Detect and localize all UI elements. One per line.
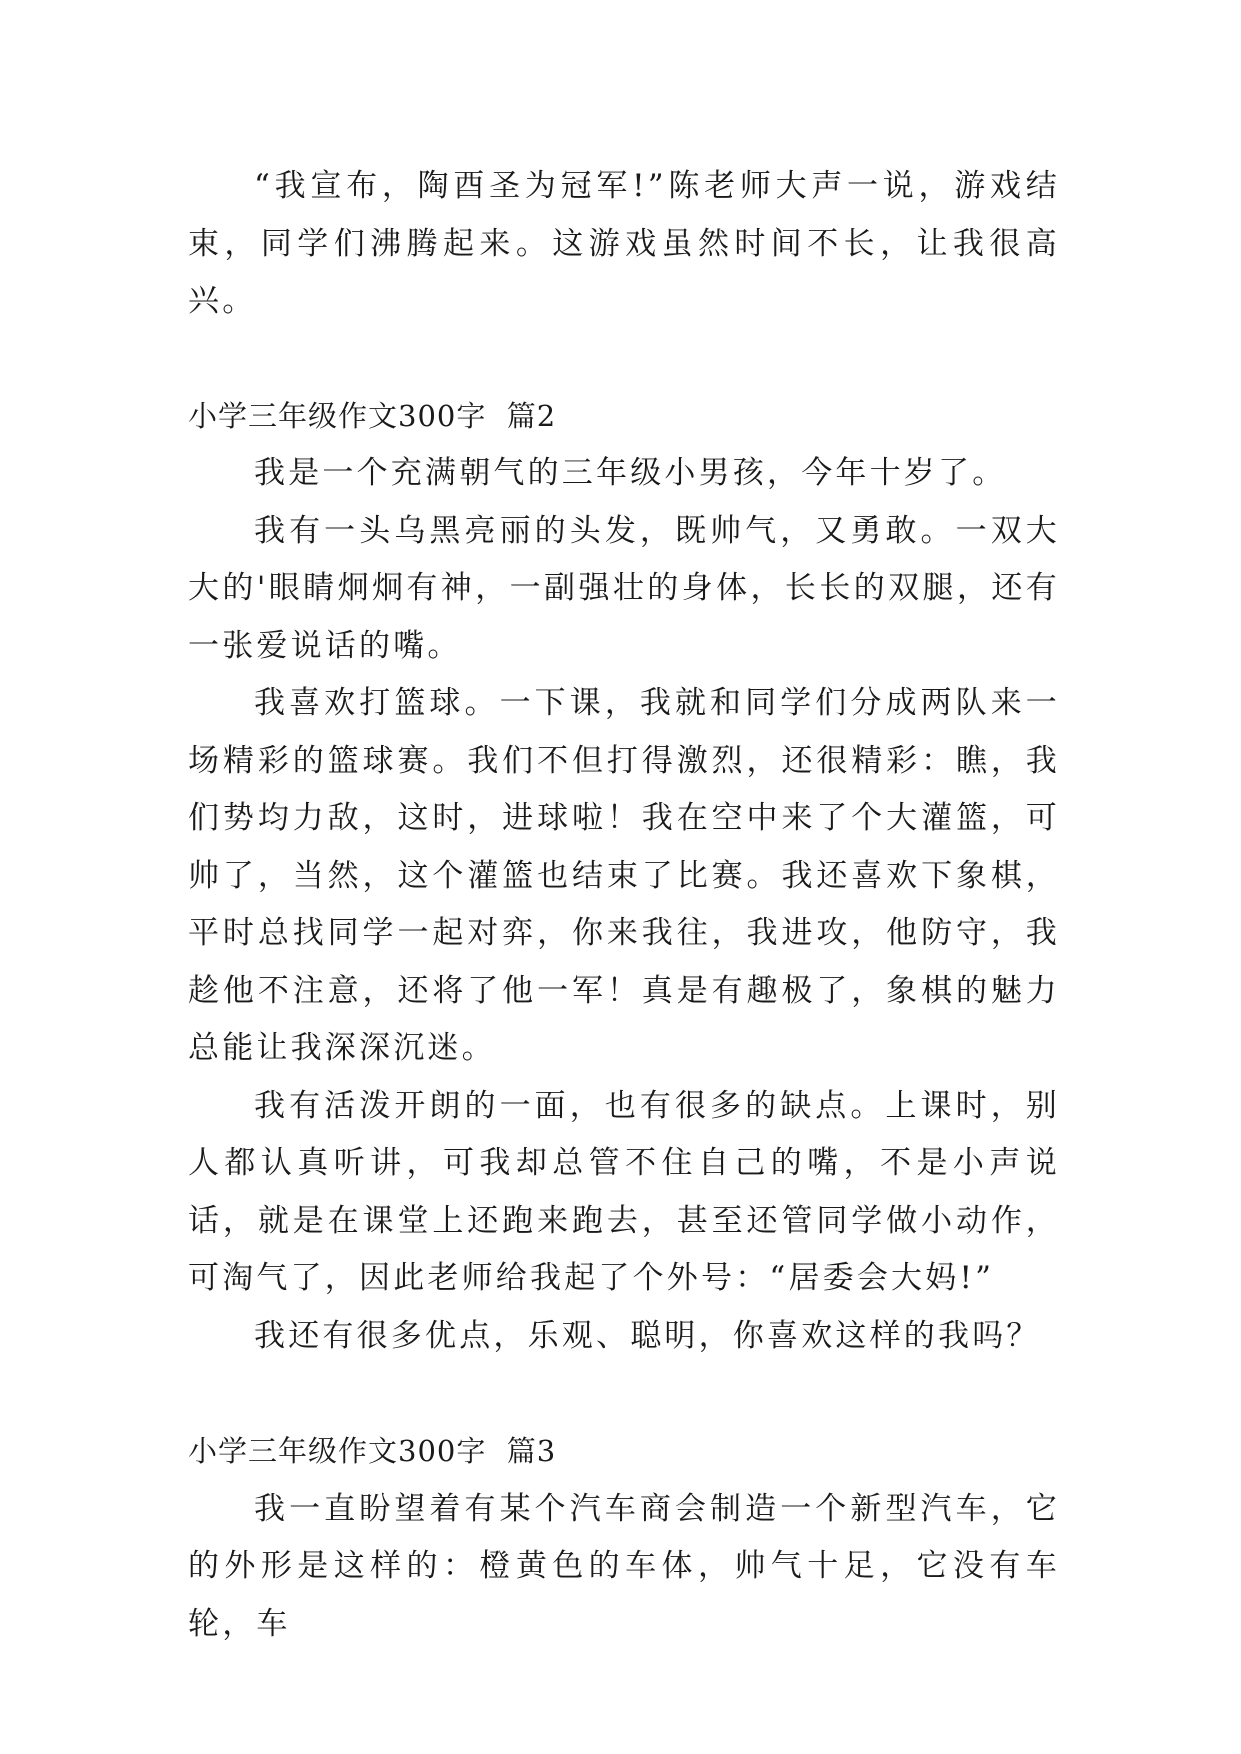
paragraph: 我还有很多优点，乐观、聪明，你喜欢这样的我吗？ xyxy=(254,1317,1041,1354)
paragraph: 我一直盼望着有某个汽车商会制造一个新型汽车，它的外形是这样的：橙黄色的车体，帅气十足，它没有车轮，车 xyxy=(188,1490,1060,1642)
paragraph: 我有一头乌黑亮丽的头发，既帅气，又勇敢。一双大大的'眼睛炯炯有神，一副强壮的身体，长长的双腿，还有一张爱说话的嘴。 xyxy=(188,512,1060,664)
section-heading: 小学三年级作文300字 篇2 xyxy=(188,398,557,433)
document-body xyxy=(188,158,1060,1653)
section-heading: 小学三年级作文300字 篇3 xyxy=(188,1434,557,1468)
paragraph: 我是一个充满朝气的三年级小男孩，今年十岁了。 xyxy=(254,455,1007,491)
paragraph: 我有活泼开朗的一面，也有很多的缺点。上课时，别人都认真听讲，可我却总管不住自己的嘴，不是小声说话，就是在课堂上还跑来跑去，甚至还管同学做小动作，可淘气了，因此老师给我起了个外号：“居委会大妈!” xyxy=(188,1087,1060,1296)
paragraph: 我喜欢打篮球。一下课，我就和同学们分成两队来一场精彩的篮球赛。我们不但打得激烈，还很精彩：瞧，我们势均力敌，这时，进球啦！我在空中来了个大灌篮，可帅了，当然，这个灌篮也结束了比赛。我还喜欢下象棋，平时总找同学一起对弈，你来我往，我进攻，他防守，我趁他不注意，还将了他一军！真是有趣极了，象棋的魅力总能让我深深沉迷。 xyxy=(188,685,1060,1066)
paragraph: “我宣布，陶酉圣为冠军!”陈老师大声一说，游戏结束，同学们沸腾起来。这游戏虽然时间不长，让我很高兴。 xyxy=(188,168,1060,319)
